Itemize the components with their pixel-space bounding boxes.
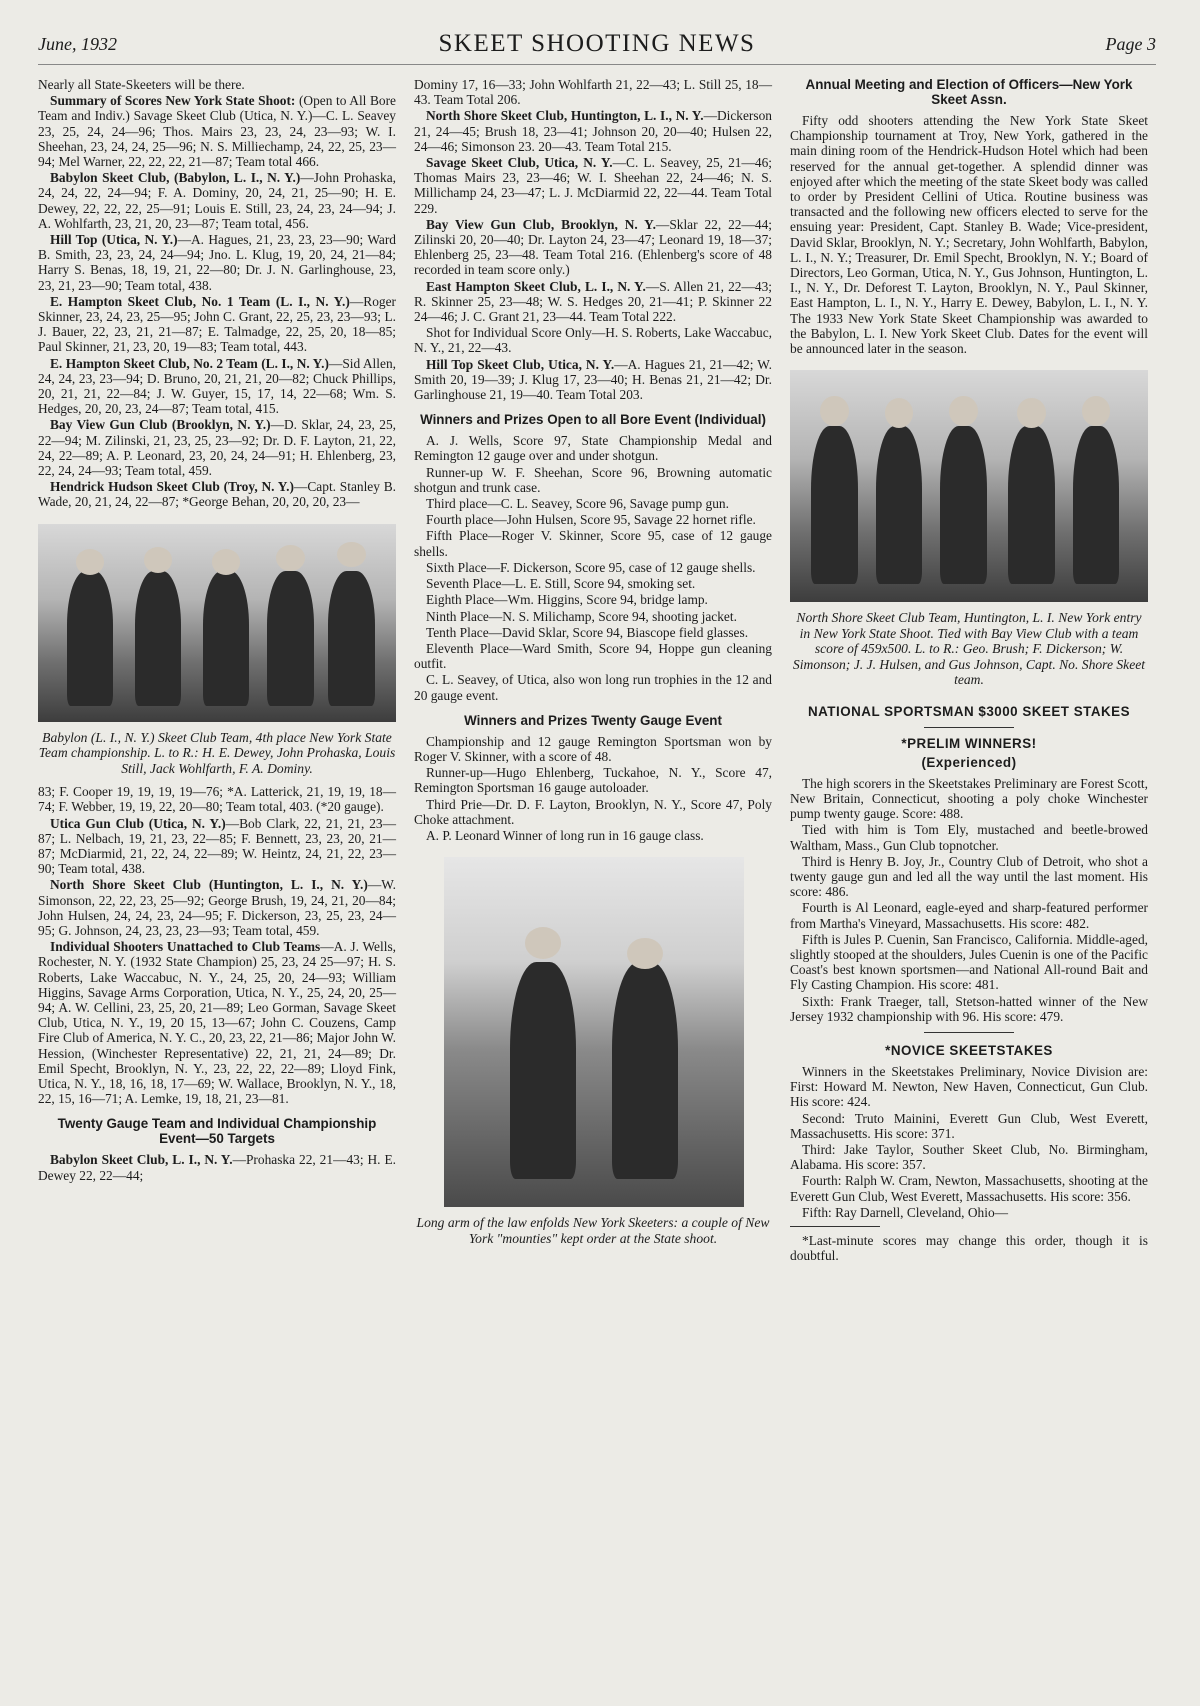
divider xyxy=(924,1032,1014,1033)
paragraph: Fifth Place—Roger V. Skinner, Score 95, case of 12 gauge shells. xyxy=(414,528,772,559)
paragraph: Winners in the Skeetstakes Preliminary, Novice Division are: First: Howard M. Newton, New Haven, Connecticut, Gun Club. His score: 424. xyxy=(790,1064,1148,1110)
paragraph: Eleventh Place—Ward Smith, Score 94, Hoppe gun cleaning outfit. xyxy=(414,640,772,672)
paragraph: A. J. Wells, Score 97, State Championship Medal and Remington 12 gauge over and under shotgun. xyxy=(414,433,772,464)
scores-text: —D. Sklar, 24, 23, 25, 22—94; M. Zilinski, 21, 23, 25, 23—92; Dr. D. F. Layton, 21, 22, 24, 22—89; A. P. Leonard, 23, 20, 24, 24—91; H. Ehlenberg, 23, 22, 24, 24—93; Team total, 459. xyxy=(38,417,396,479)
paragraph: Third: Jake Taylor, Souther Skeet Club, No. Birmingham, Alabama. His score: 357. xyxy=(790,1142,1148,1173)
paragraph: Fourth is Al Leonard, eagle-eyed and sharp-featured performer from Martha's Vineyard, Massachusetts. His score: 482. xyxy=(790,900,1148,931)
photo-caption: Long arm of the law enfolds New York Skeeters: a couple of New York "mounties" kept order at the State shoot. xyxy=(416,1215,770,1246)
paragraph: Runner-up—Hugo Ehlenberg, Tuckahoe, N. Y., Score 47, Remington Sportsman 16 gauge autoloader. xyxy=(414,765,772,796)
divider xyxy=(924,727,1014,728)
club-heading: North Shore Skeet Club (Huntington, L. I., N. Y.) xyxy=(50,877,368,893)
scores-text: —S. Allen 21, 22—43; R. Skinner 25, 23—48; W. S. Hedges 20, 21—41; P. Skinner 22 24—46; J. C. Grant 21, 23—44. Team Total 222. xyxy=(414,278,772,325)
section-heading: Twenty Gauge Team and Individual Championship Event—50 Targets xyxy=(57,1116,377,1147)
paragraph: The high scorers in the Skeetstakes Preliminary are Forest Scott, New Britain, Connecticut, shooting a poly choke Winchester pump twenty gauge. Score: 488. xyxy=(790,775,1148,822)
paragraph: Sixth Place—F. Dickerson, Score 95, case of 12 gauge shells. xyxy=(426,559,756,575)
paragraph: Third Prie—Dr. D. F. Layton, Brooklyn, N. Y., Score 47, Poly Choke attachment. xyxy=(414,796,772,827)
club-heading: North Shore Skeet Club, Huntington, L. I., N. Y. xyxy=(426,108,704,124)
paragraph xyxy=(38,479,396,509)
scores-text: —C. L. Seavey, 25, 21—46; Thomas Mairs 23, 23—46; W. I. Sheehan 22, 24—46; N. S. Millichamp 24, 23—47; L. J. McDiarmid 22, 22—44. Team Total 229. xyxy=(414,155,772,216)
paragraph: Third place—C. L. Seavey, Score 96, Savage pump gun. xyxy=(426,496,729,512)
club-heading: Individual Shooters Unattached to Club Teams xyxy=(50,939,321,955)
paragraph xyxy=(38,417,396,478)
issue-date: June, 1932 xyxy=(38,34,117,54)
paragraph xyxy=(414,155,772,216)
paragraph: Tied with him is Tom Ely, mustached and beetle-browed Waltham, Mass., Gun Club topnotcher. xyxy=(790,822,1148,853)
club-heading: East Hampton Skeet Club, L. I., N. Y. xyxy=(426,278,646,294)
paragraph: Third is Henry B. Joy, Jr., Country Club of Detroit, who shot a twenty gauge gun and led all the way until the last moment. His score: 486. xyxy=(790,853,1148,900)
paragraph: Runner-up W. F. Sheehan, Score 96, Browning automatic shotgun and trunk case. xyxy=(414,464,772,495)
section-heading: Annual Meeting and Election of Officers—New York Skeet Assn. xyxy=(805,77,1133,107)
column-1 xyxy=(38,77,396,1264)
paragraph xyxy=(38,939,396,1106)
paragraph xyxy=(414,357,772,403)
paragraph xyxy=(38,93,396,169)
section-heading: *PRELIM WINNERS! xyxy=(901,735,1037,751)
paragraph: Tenth Place—David Sklar, Score 94, Biascope field glasses. xyxy=(426,624,749,640)
paragraph xyxy=(38,1152,396,1182)
club-heading: Hendrick Hudson Skeet Club (Troy, N. Y.) xyxy=(50,479,294,495)
scores-text: (Open to All Bore Team and Indiv.) Savage Skeet Club (Utica, N. Y.)—C. L. Seavey 23, 25, 24, 24—96; Thos. Mairs 23, 23, 24, 23—93; W. I. Sheehan, 23, 24, 24, 25—96; N. S. Milliechamp, 24, 22, 25, 23—94; Mel Warner, 22, 22, 22, 21—87; Team total 466. xyxy=(38,93,396,170)
paragraph: 83; F. Cooper 19, 19, 19, 19—76; *A. Latterick, 21, 19, 19, 18—74; F. Webber, 19, 19, 22, 20—80; Team total, 403. (*20 gauge). xyxy=(38,784,396,815)
scores-text: —A. Hagues, 21, 23, 23, 23—90; Ward B. Smith, 23, 23, 24, 24—94; Jno. L. Klug, 19, 20, 24, 21—84; Harry S. Benas, 18, 19, 21, 22—80; Dr. J. N. Garlinghouse, 23, 23, 21, 23—90; Team total, 438. xyxy=(38,232,397,293)
paragraph: Fifty odd shooters attending the New York State Skeet Championship tournament at Troy, New York, gathered in the main dining room of the Hendrick-Hudson Hotel which had been reserved for the annual get-together. A splendid dinner was enjoyed after which the meeting of the state Skeet body was called to order by President Cellini of Utica. Routine business was transacted and the following new officers elected to serve for the ensuing year: President, Capt. Stanley B. Wade; Vice-president, David Sklar, Brooklyn, N. Y.; Secretary, John Wohlfarth, Babylon, L. I., N. Y.; Treasurer, Dr. Emil Specht, Brooklyn, N. Y.; Board of Directors, Leo Gorman, Utica, N. Y., Gus Johnson, Huntington, L. I., N. Y., Dr. Deforest T. Layton, Brooklyn, N. Y., Paul Skinner, East Hampton, L. I., N. Y., Harry E. Dewey, Babylon, L. I., N. Y. The 1933 New York State Skeet Championship was awarded to the Babylon, L. I. New York Skeet Club. Dates for the event will be announced later in the season. xyxy=(790,113,1148,357)
column-3 xyxy=(790,77,1148,1264)
page-header xyxy=(38,30,1156,65)
page-number: Page 3 xyxy=(1105,34,1156,54)
club-heading: E. Hampton Skeet Club, No. 2 Team (L. I., N. Y.) xyxy=(50,355,329,371)
scores-text: —Roger Skinner, 23, 24, 23, 25—95; John C. Grant, 22, 25, 23, 23—93; L. J. Bauer, 22, 23, 21, 21—87; E. Talmadge, 22, 25, 20, 18—85; Paul Skinner, 21, 23, 20, 19—83; Team total, 443. xyxy=(38,293,396,355)
scores-text: —Sid Allen, 24, 24, 23, 23—94; D. Bruno, 20, 21, 21, 20—82; Chuck Phillips, 20, 21, 21, 22—84; J. W. Guyer, 15, 17, 14, 22—68; Wm. S. Hedges, 20, 20, 23, 24—87; Team total, 415. xyxy=(38,355,396,417)
paragraph: Nearly all State-Skeeters will be there. xyxy=(38,77,245,92)
section-heading: Winners and Prizes Twenty Gauge Event xyxy=(464,712,722,728)
paragraph: Dominy 17, 16—33; John Wohlfarth 21, 22—43; L. Still 25, 18—43. Team Total 206. xyxy=(414,77,772,108)
club-heading: Bay View Gun Club (Brooklyn, N. Y.) xyxy=(50,417,271,433)
paragraph: Second: Truto Mainini, Everett Gun Club, West Everett, Massachusetts. His score: 371. xyxy=(790,1110,1148,1141)
club-heading: Utica Gun Club (Utica, N. Y.) xyxy=(50,815,226,831)
paragraph: C. L. Seavey, of Utica, also won long run trophies in the 12 and 20 gauge event. xyxy=(414,672,772,703)
paragraph xyxy=(414,279,772,325)
paragraph xyxy=(414,217,772,278)
club-heading: Hill Top Skeet Club, Utica, N. Y. xyxy=(426,356,615,372)
footnote: *Last-minute scores may change this order, though it is doubtful. xyxy=(790,1233,1148,1264)
paragraph: Eighth Place—Wm. Higgins, Score 94, bridge lamp. xyxy=(426,592,708,608)
scores-text: —Sklar 22, 22—44; Zilinski 20, 20—40; Dr. Layton 24, 23—47; Leonard 19, 18—37; Ehlenberg 25, 23—48. Team Total 216. (Ehlenberg's score of 48 recorded in team score only.) xyxy=(414,216,773,278)
babylon-team-photo xyxy=(38,524,396,722)
paragraph: Sixth: Frank Traeger, tall, Stetson-hatted winner of the New Jersey 1932 championship with 96. His score: 479. xyxy=(790,993,1148,1024)
scores-text: —Dickerson 21, 24—45; Brush 18, 23—41; Johnson 20, 20—40; Hulsen 22, 24—46; Simonson 23. 20—43. Team Total 215. xyxy=(414,108,772,154)
club-heading: Summary of Scores New York State Shoot: xyxy=(50,93,296,109)
scores-text: —Capt. Stanley B. Wade, 20, 21, 24, 22—87; *George Behan, 20, 20, 20, 23— xyxy=(38,479,396,510)
paragraph xyxy=(38,816,396,877)
north-shore-team-photo xyxy=(790,370,1148,602)
paragraph: Fourth place—John Hulsen, Score 95, Savage 22 hornet rifle. xyxy=(426,512,756,528)
club-heading: Babylon Skeet Club, (Babylon, L. I., N. Y.) xyxy=(50,170,301,186)
masthead-title: SKEET SHOOTING NEWS xyxy=(438,30,756,57)
scores-text: —Prohaska 22, 21—43; H. E. Dewey 22, 22—44; xyxy=(38,1152,396,1183)
divider xyxy=(790,1226,880,1227)
paragraph xyxy=(38,232,396,293)
paragraph xyxy=(38,294,396,355)
scores-text: —A. J. Wells, Rochester, N. Y. (1932 State Champion) 25, 23, 24 25—97; H. S. Roberts, Lake Waccabuc, N. Y., 24, 25, 20, 24—93; William Higgins, Savage Arms Corporation, Utica, N. Y., 25, 24, 20, 25—94; A. W. Cellini, 23, 25, 20, 21—89; Leo Gorman, Savage Skeet Club, Utica, N. Y., 19, 20 15, 13—67; John C. Couzens, Camp Fire Club of America, N. Y. C., 20, 23, 22, 21—86; Major John W. Hession, (Winchester Representative) 22, 21, 21, 24—89; Dr. Emil Specht, Brooklyn, N. Y., 23, 22, 22, 22—89; Lloyd Fink, Utica, N. Y., 18, 16, 18, 17—69; W. Wallace, Brooklyn, N. Y., 18, 22, 15, 16—71; A. Lemke, 19, 18, 21, 23—81. xyxy=(38,939,396,1107)
paragraph: Ninth Place—N. S. Milichamp, Score 94, shooting jacket. xyxy=(426,608,737,624)
photo-caption: Babylon (L. I., N. Y.) Skeet Club Team, 4th place New York State Team championship. L. to R.: H. E. Dewey, John Prohaska, Louis Still, Jack Wohlfarth, F. A. Dominy. xyxy=(38,729,396,776)
paragraph xyxy=(38,170,396,231)
club-heading: Bay View Gun Club, Brooklyn, N. Y. xyxy=(426,216,656,232)
paragraph: Championship and 12 gauge Remington Sportsman won by Roger V. Skinner, with a score of 48. xyxy=(414,733,772,764)
paragraph xyxy=(38,356,396,417)
club-heading: Savage Skeet Club, Utica, N. Y. xyxy=(426,155,613,171)
paragraph: Fourth: Ralph W. Cram, Newton, Massachusetts, shooting at the Everett Gun Club, West Everett, Massachusetts. His score: 356. xyxy=(790,1173,1148,1204)
scores-text: —W. Simonson, 22, 22, 23, 25—92; George Brush, 19, 24, 21, 20—84; John Hulsen, 24, 24, 23, 24—95; F. Dickerson, 23, 25, 23, 24—95; G. Johnson, 24, 23, 23, 23—93; Team total, 459. xyxy=(38,877,396,939)
columns xyxy=(38,77,1156,1264)
paragraph: Seventh Place—L. E. Still, Score 94, smoking set. xyxy=(426,576,696,592)
section-heading: NATIONAL SPORTSMAN $3000 SKEET STAKES xyxy=(807,703,1131,719)
scores-text: —A. Hagues 21, 21—42; W. Smith 20, 19—39; J. Klug 17, 23—40; H. Benas 21, 21—42; Dr. Garlinghouse 21, 19—40. Team Total 203. xyxy=(414,356,772,403)
section-subheading: (Experienced) xyxy=(921,754,1017,770)
club-heading: E. Hampton Skeet Club, No. 1 Team (L. I., N. Y.) xyxy=(50,293,350,309)
paragraph: Fifth: Ray Darnell, Cleveland, Ohio— xyxy=(802,1204,1009,1220)
paragraph: Shot for Individual Score Only—H. S. Roberts, Lake Waccabuc, N. Y., 21, 22—43. xyxy=(414,325,773,356)
section-heading: *NOVICE SKEETSTAKES xyxy=(885,1043,1053,1058)
club-heading: Hill Top (Utica, N. Y.) xyxy=(50,232,178,248)
club-heading: Babylon Skeet Club, L. I., N. Y. xyxy=(50,1152,233,1168)
paragraph: A. P. Leonard Winner of long run in 16 gauge class. xyxy=(426,827,704,843)
section-heading: Winners and Prizes Open to all Bore Event (Individual) xyxy=(420,412,766,428)
scores-text: —Bob Clark, 22, 21, 21, 23—87; L. Nelbach, 19, 21, 23, 22—85; F. Bennett, 23, 23, 20, 21—87; McDiarmid, 21, 22, 24, 22—89; W. Heintz, 24, 21, 22, 23—90; Team total, 438. xyxy=(38,815,396,877)
photo-caption: North Shore Skeet Club Team, Huntington, L. I. New York entry in New York State Shoot. Tied with Bay View Club with a team score of 459x500. L. to R.: Geo. Brush; F. Dickerson; W. Simonson; J. J. Hulsen, and Gus Johnson, Capt. No. Shore Skeet team. xyxy=(792,610,1146,688)
mounties-photo xyxy=(444,857,744,1207)
paragraph: Fifth is Jules P. Cuenin, San Francisco, California. Middle-aged, slightly stooped at the shoulders, Jules Cuenin is one of the Pacific Coast's best known sportsmen—and National All-round Bait and Fly Casting Champion. His score: 481. xyxy=(790,931,1148,993)
column-2 xyxy=(414,77,772,1264)
paragraph xyxy=(414,108,772,154)
paragraph xyxy=(38,877,396,938)
scores-text: —John Prohaska, 24, 24, 22, 24—94; F. A. Dominy, 20, 24, 21, 25—90; H. E. Dewey, 22, 22, 22, 25—91; Louis E. Still, 23, 24, 23, 24—94; J. A. Wohlfarth, 23, 21, 20, 23—87; Team total, 456. xyxy=(38,170,396,231)
